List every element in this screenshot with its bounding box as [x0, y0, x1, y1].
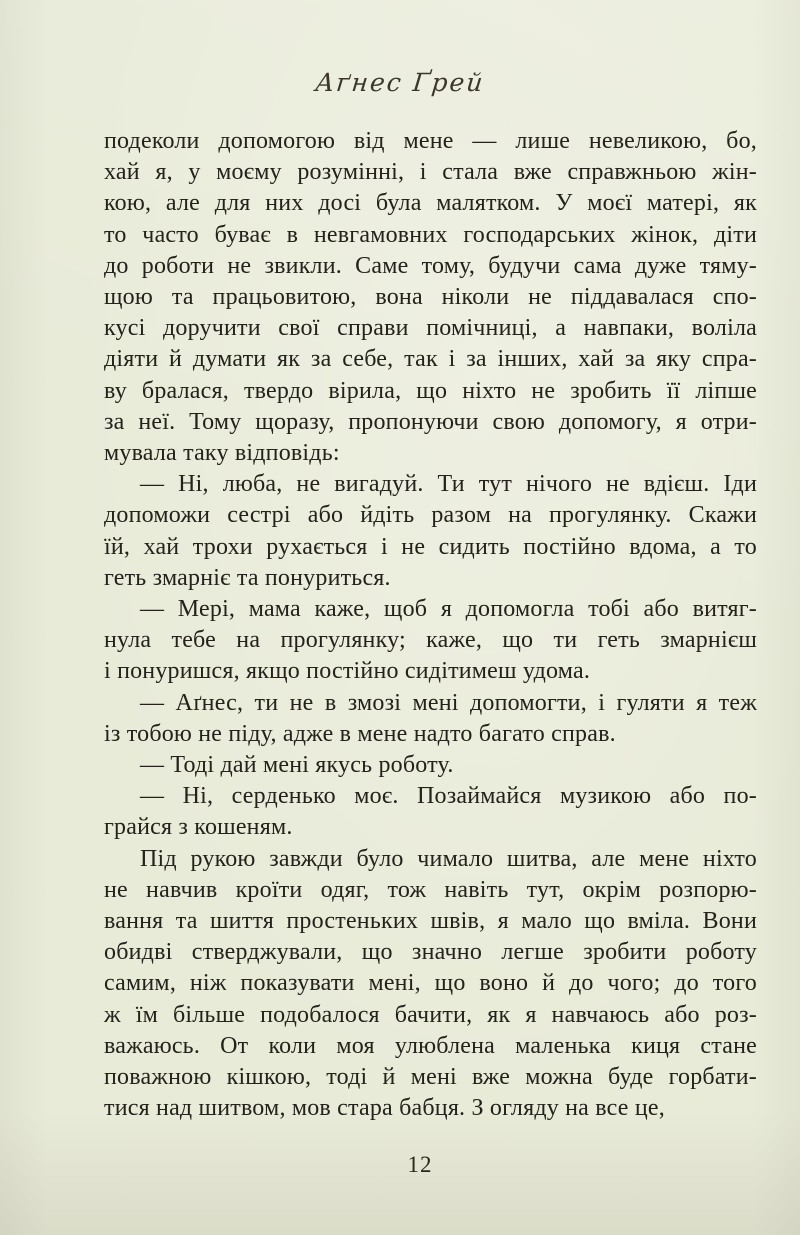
paragraph — [104, 844, 757, 1125]
text-line: — Мері, мама каже, щоб я допомогла тобі або витяг- — [140, 596, 757, 623]
text-line: із тобою не піду, адже в мене надто багато справ. — [104, 720, 616, 747]
paragraph — [104, 594, 757, 688]
text-line: Під рукою завжди було чимало шитва, але мене ніхто — [140, 845, 757, 872]
paragraph — [104, 469, 757, 594]
text-line: допоможи сестрі або йдіть разом на прогулянку. Скажи — [104, 502, 757, 529]
running-header-title: Аґнес Ґрей — [313, 68, 487, 97]
text-line: до роботи не звикли. Саме тому, будучи сама дуже тяму- — [104, 252, 757, 279]
text-line: хай я, у моєму розумінні, і стала вже справжньою жін- — [104, 159, 757, 186]
text-line: — Тоді дай мені якусь роботу. — [140, 752, 454, 779]
text-line: і понуришся, якщо постійно сидітимеш удома. — [104, 658, 591, 685]
text-line: їй, хай трохи рухається і не сидить постійно вдома, а то — [104, 533, 757, 560]
text-line: геть змарніє та понуриться. — [104, 564, 391, 591]
text-line: за неї. Тому щоразу, пропонуючи свою допомогу, я отри- — [104, 408, 757, 435]
text-line: мувала таку відповідь: — [104, 440, 340, 467]
page-number: 12 — [407, 1152, 433, 1177]
text-line: вання та шиття простеньких швів, я мало що вміла. Вони — [104, 908, 757, 935]
text-line: самим, ніж показувати мені, що воно й до чого; до того — [104, 970, 757, 997]
text-line: тися над шитвом, мов стара бабця. З огляду на все це, — [104, 1095, 665, 1122]
text-line: — Ні, серденько моє. Позаймайся музикою або по- — [140, 783, 757, 810]
text-line: грайся з кошеням. — [104, 814, 293, 841]
text-line: важаюсь. От коли моя улюблена маленька киця стане — [104, 1032, 757, 1059]
text-line: поважною кішкою, тоді й мені вже можна буде горбати- — [104, 1064, 757, 1091]
text-line: кою, але для них досі була малятком. У моєї матері, як — [104, 190, 757, 217]
paragraph — [104, 688, 757, 750]
text-line: — Аґнес, ти не в змозі мені допомогти, і гуляти я теж — [140, 689, 757, 716]
text-line: обидві стверджували, що значно легше зробити роботу — [104, 939, 757, 966]
text-line: не навчив кроїти одяг, тож навіть тут, окрім розпорю- — [104, 876, 757, 903]
text-line: діяти й думати як за себе, так і за інших, хай за яку спра- — [104, 346, 757, 373]
paragraph — [104, 781, 757, 843]
text-line: ву бралася, твердо вірила, що ніхто не зробить її ліпше — [104, 377, 757, 404]
text-line: нула тебе на прогулянку; каже, що ти геть змарнієш — [104, 627, 757, 654]
text-line: то часто буває в невгамовних господарських жінок, діти — [104, 221, 757, 248]
text-line: кусі доручити свої справи помічниці, а навпаки, воліла — [104, 315, 757, 342]
text-line: — Ні, люба, не вигадуй. Ти тут нічого не вдієш. Іди — [140, 471, 757, 498]
text-block — [104, 126, 757, 1125]
paragraph — [104, 750, 757, 781]
text-line: щою та працьовитою, вона ніколи не піддавалася спо- — [104, 284, 757, 311]
text-line: подеколи допомогою від мене — лише невеликою, бо, — [104, 128, 757, 154]
text-line: ж їм більше подобалося бачити, як я навчаюсь або роз- — [104, 1001, 757, 1028]
paragraph — [104, 126, 757, 469]
